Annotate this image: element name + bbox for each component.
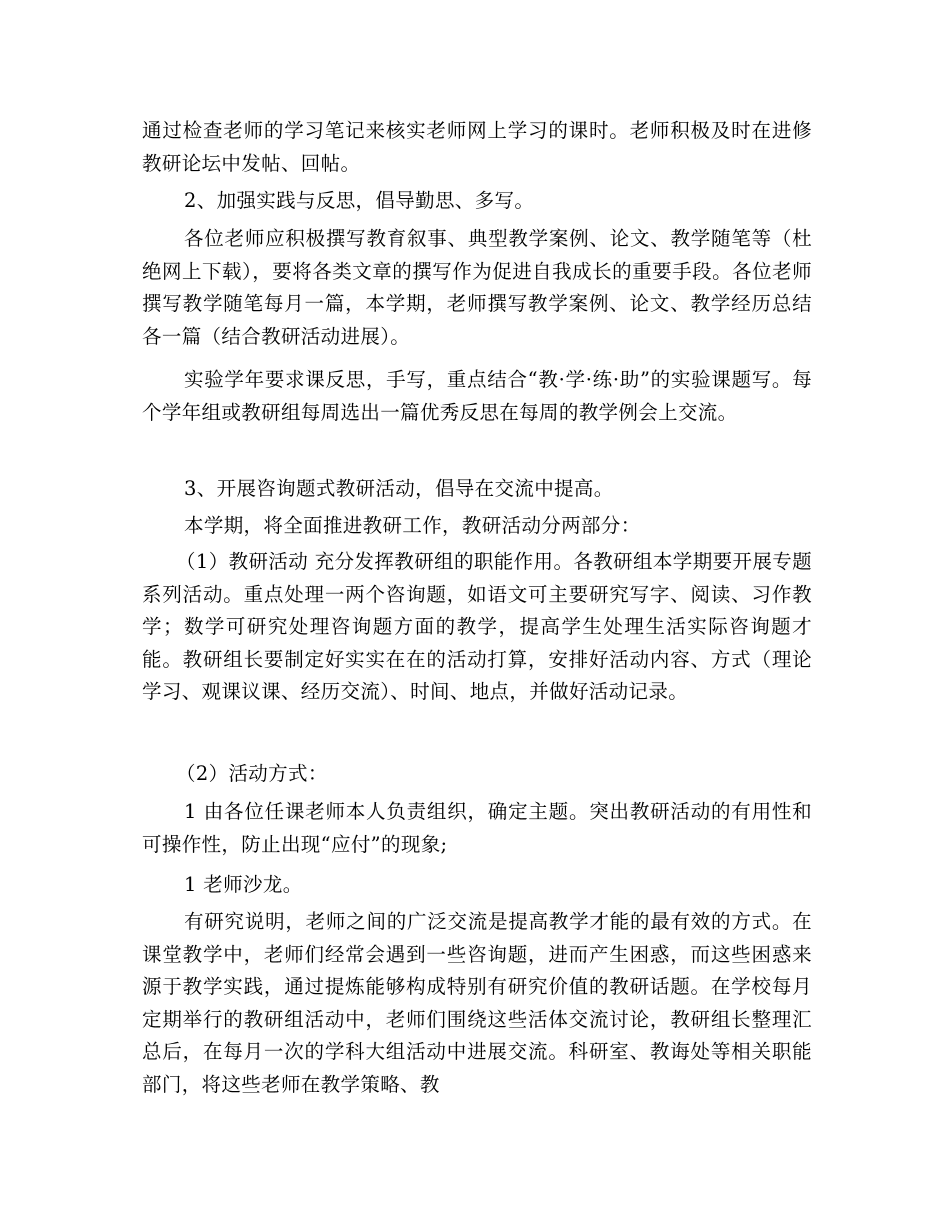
paragraph-teacher-salon: 1 老师沙龙。 bbox=[184, 873, 303, 896]
paragraph-writing-requirements: 各位老师应积极撰写教育叙事、典型教学案例、论文、教学随笔等（杜绝网上下载），要将各类文章的撰写作为促进自我成长的重要手段。各位老师撰写教学随笔每月一篇，本学期，老师撰写教学案例、论文、教学经历总结各一篇（结合教研活动进展）。 bbox=[142, 227, 812, 348]
paragraph-teacher-organized: 1 由各位任课老师本人负责组织，确定主题。突出教研活动的有用性和可操作性，防止出现“应付”的现象; bbox=[142, 800, 812, 856]
paragraph-research-activity: （1）教研活动 充分发挥教研组的职能作用。各教研组本学期要开展专题系列活动。重点处理一两个咨询题，如语文可主要研究写字、阅读、习作教学；数学可研究处理咨询题方面的教学，提高学生处理生活实际咨询题才能。教研组长要制定好实实在在的活动打算，安排好活动内容、方式（理论学习、观课议课、经历交流）、时间、地点，并做好活动记录。 bbox=[142, 550, 812, 704]
paragraph-semester-plan: 本学期，将全面推进教研工作，教研活动分两部分： bbox=[184, 514, 641, 537]
paragraph-online-study: 通过检查老师的学习笔记来核实老师网上学习的课时。老师积极及时在进修教研论坛中发帖、回帖。 bbox=[142, 119, 812, 175]
heading-practice-reflection: 2、加强实践与反思，倡导勤思、多写。 bbox=[184, 189, 535, 212]
heading-inquiry-activities: 3、开展咨询题式教研活动，倡导在交流中提高。 bbox=[184, 477, 614, 500]
heading-activity-methods: （2）活动方式： bbox=[176, 762, 328, 785]
paragraph-lesson-reflection: 实验学年要求课反思，手写，重点结合“教·学·练·助”的实验课题写。每个学年组或教研组每周选出一篇优秀反思在每周的教学例会上交流。 bbox=[142, 368, 812, 424]
paragraph-research-notes: 有研究说明，老师之间的广泛交流是提高教学才能的最有效的方式。在课堂教学中，老师们经常会遇到一些咨询题，进而产生困惑，而这些困惑来源于教学实践，通过提炼能够构成特别有研究价值的教研话题。在学校每月定期举行的教研组活动中，老师们围绕这些活体交流讨论，教研组长整理汇总后，在每月一次的学科大组活动中进展交流。科研室、教诲处等相关职能部门，将这些老师在教学策略、教 bbox=[142, 910, 812, 1096]
